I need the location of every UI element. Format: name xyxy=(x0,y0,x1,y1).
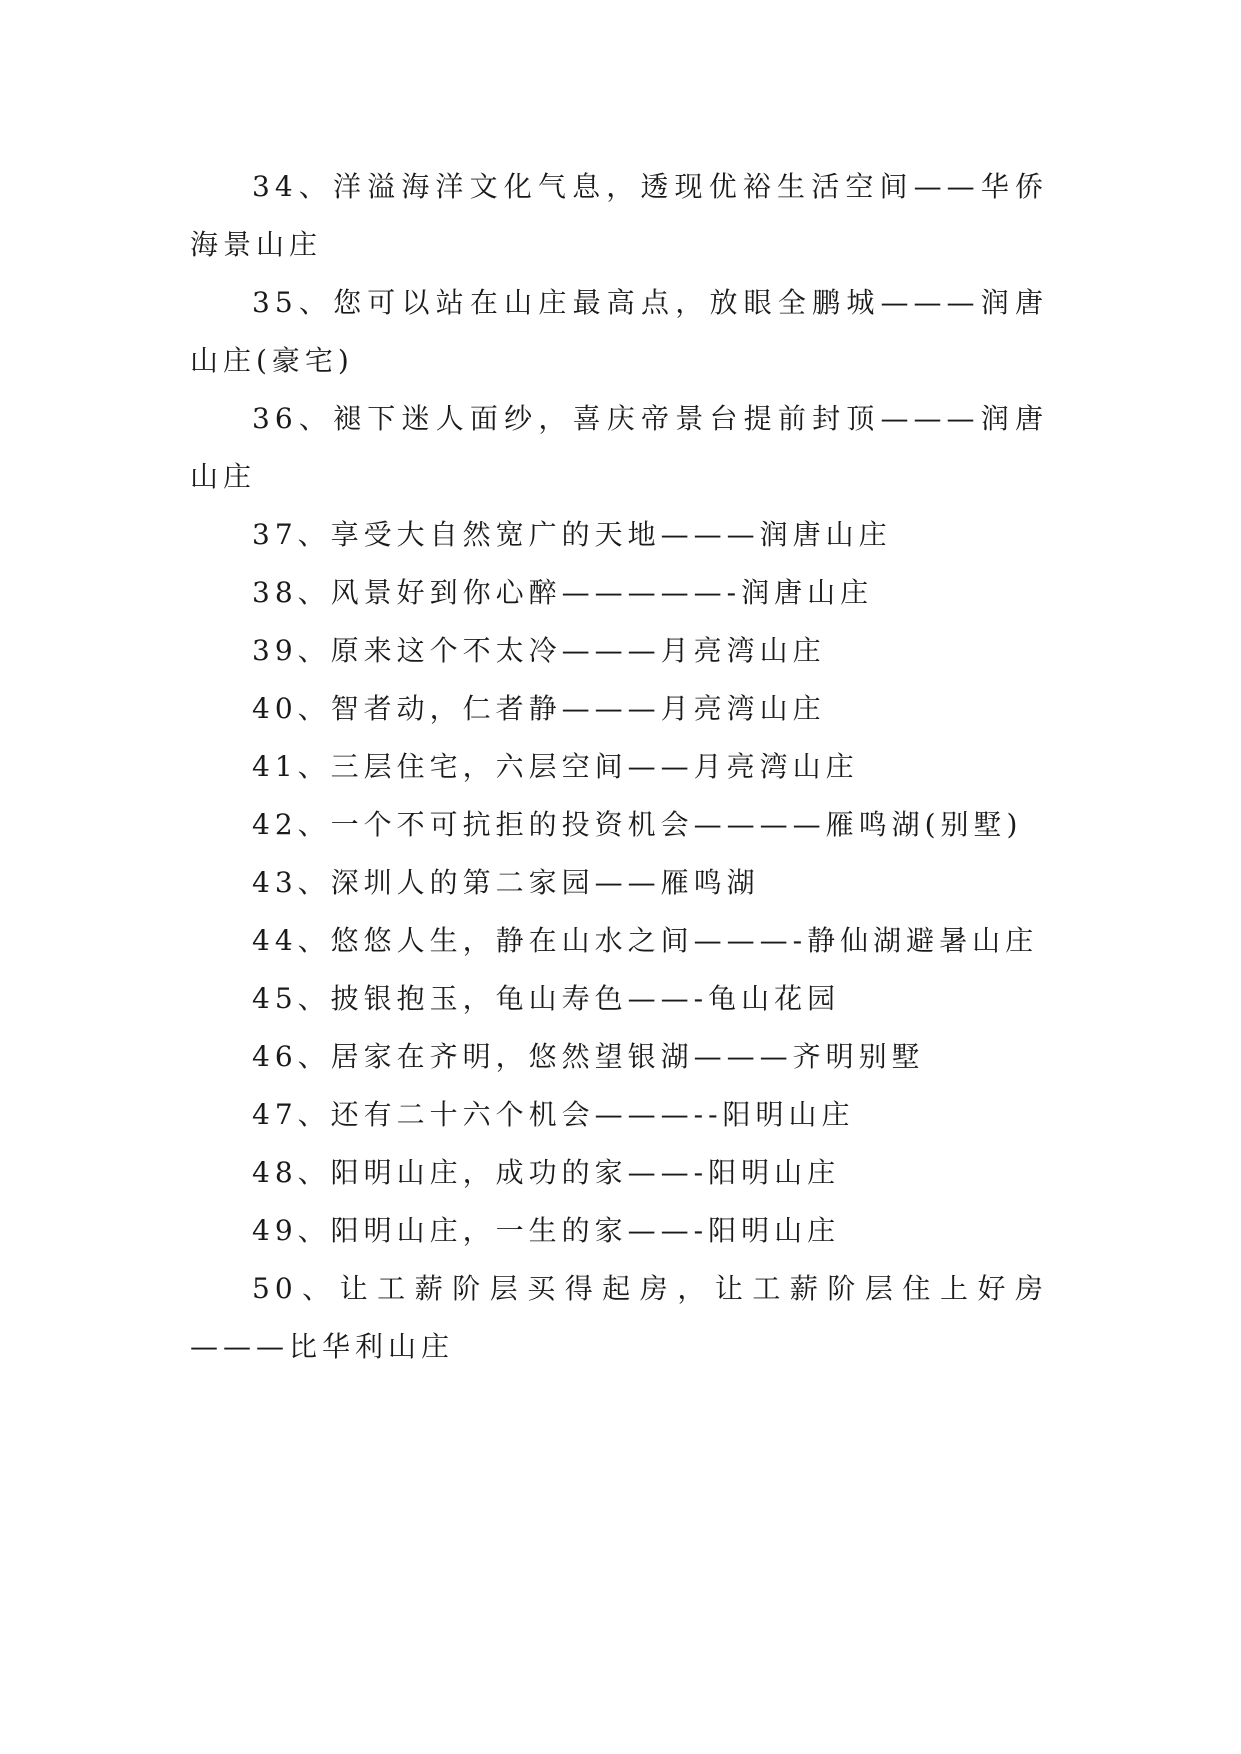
slogan-list xyxy=(190,158,1048,1376)
list-item: 37、享受大自然宽广的天地———润唐山庄 xyxy=(252,518,892,551)
list-item: 36、褪下迷人面纱，喜庆帝景台提前封顶———润唐山庄 xyxy=(190,402,1048,493)
list-item: 38、风景好到你心醉—————-润唐山庄 xyxy=(252,576,874,609)
list-item: 48、阳明山庄，成功的家——-阳明山庄 xyxy=(252,1156,841,1189)
list-item: 42、一个不可抗拒的投资机会————雁鸣湖(别墅) xyxy=(252,808,1023,841)
list-item: 49、阳明山庄，一生的家——-阳明山庄 xyxy=(252,1214,841,1247)
list-item: 40、智者动，仁者静———月亮湾山庄 xyxy=(252,692,826,725)
list-item: 50、让工薪阶层买得起房，让工薪阶层住上好房———比华利山庄 xyxy=(190,1272,1048,1363)
list-item: 35、您可以站在山庄最高点，放眼全鹏城———润唐山庄(豪宅) xyxy=(190,286,1048,377)
list-item: 39、原来这个不太冷———月亮湾山庄 xyxy=(252,634,826,667)
list-item: 45、披银抱玉，龟山寿色——-龟山花园 xyxy=(252,982,841,1015)
list-item: 43、深圳人的第二家园——雁鸣湖 xyxy=(252,866,760,899)
list-item: 44、悠悠人生，静在山水之间———-静仙湖避暑山庄 xyxy=(252,924,1039,957)
list-item: 41、三层住宅，六层空间——月亮湾山庄 xyxy=(252,750,859,783)
list-item: 46、居家在齐明，悠然望银湖———齐明别墅 xyxy=(252,1040,925,1073)
list-item: 47、还有二十六个机会———--阳明山庄 xyxy=(252,1098,855,1131)
list-item: 34、洋溢海洋文化气息，透现优裕生活空间——华侨海景山庄 xyxy=(190,170,1048,261)
